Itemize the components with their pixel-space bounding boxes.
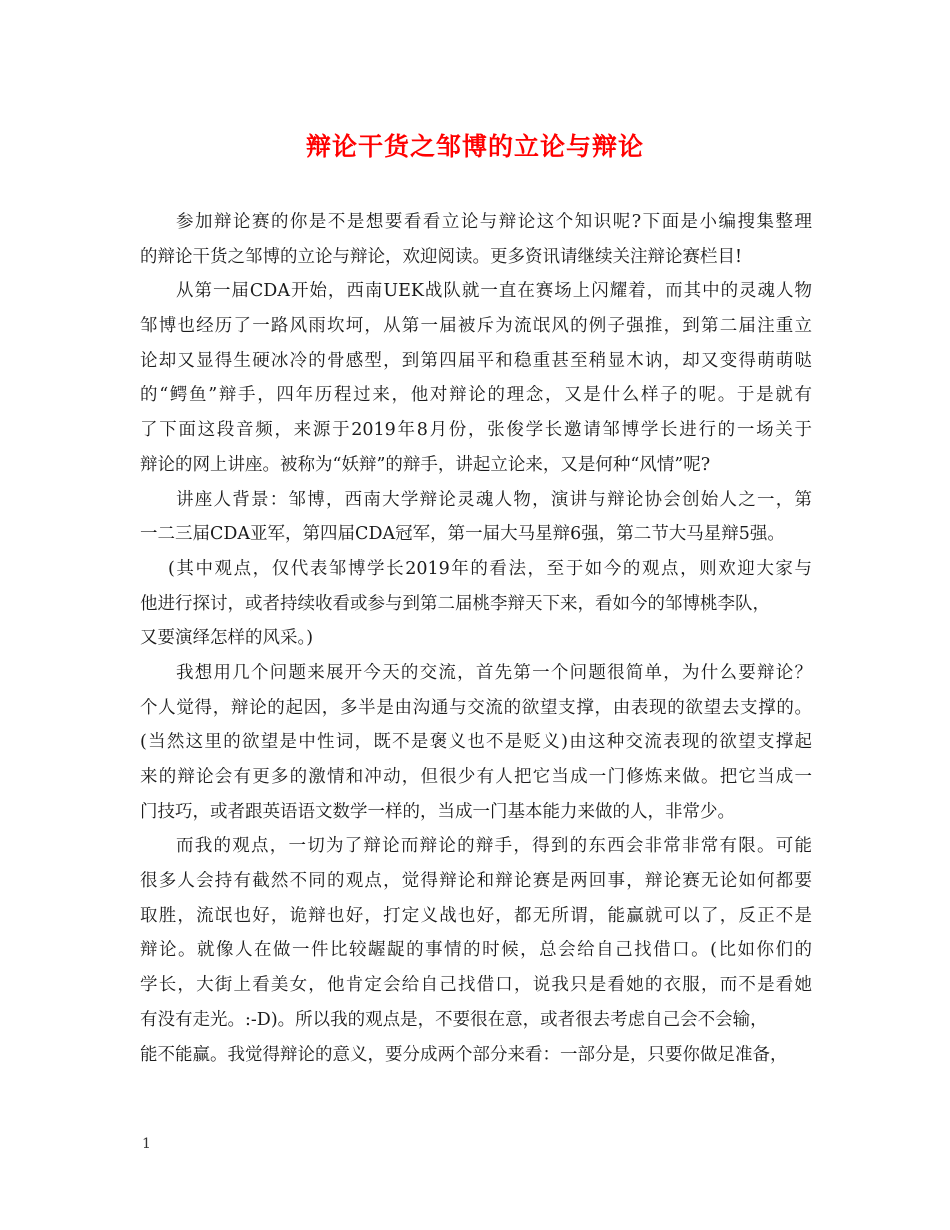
paragraph-line: 的“鳄鱼”辩手，四年历程过来，他对辩论的理念，又是什么样子的呢。于是就有 — [140, 385, 812, 406]
paragraph-line: 他进行探讨，或者持续收看或参与到第二届桃李辩天下来，看如今的邹博桃李队， — [140, 593, 770, 614]
paragraph-line: 参加辩论赛的你是不是想要看看立论与辩论这个知识呢?下面是小编搜集整理 — [176, 212, 812, 232]
paragraph-line: 而我的观点，一切为了辩论而辩论的辩手，得到的东西会非常非常有限。可能 — [176, 836, 812, 857]
paragraph-line: 讲座人背景：邹博，西南大学辩论灵魂人物，演讲与辩论协会创始人之一，第 — [176, 489, 812, 510]
paragraph-line: 的辩论干货之邹博的立论与辩论，欢迎阅读。更多资讯请继续关注辩论赛栏目! — [140, 246, 743, 267]
paragraph-line: 了下面这段音频，来源于2019年8月份，张俊学长邀请邹博学长进行的一场关于 — [140, 420, 812, 441]
paragraph-line: 能不能赢。我觉得辩论的意义，要分成两个部分来看：一部分是，只要你做足准备， — [140, 1044, 788, 1065]
paragraph-line: 从第一届CDA开始，西南UEK战队就一直在赛场上闪耀着，而其中的灵魂人物 — [176, 281, 812, 302]
paragraph-line: 我想用几个问题来展开今天的交流，首先第一个问题很简单，为什么要辩论？ — [176, 662, 812, 683]
paragraph-line: 邹博也经历了一路风雨坎坷，从第一届被斥为流氓风的例子强推，到第二届注重立 — [140, 316, 812, 337]
paragraph-line: 有没有走光。:-D)。所以我的观点是，不要很在意，或者很去考虑自己会不会输， — [140, 1009, 768, 1030]
paragraph-line: 辩论。就像人在做一件比较龌龊的事情的时候，总会给自己找借口。(比如你们的 — [140, 940, 812, 961]
paragraph-line: 来的辩论会有更多的激情和冲动，但很少有人把它当成一门修炼来做。把它当成一 — [140, 767, 812, 787]
paragraph-line: (其中观点，仅代表邹博学长2019年的看法，至于如今的观点，则欢迎大家与 — [168, 558, 812, 579]
paragraph-line: 一二三届CDA亚军，第四届CDA冠军，第一届大马星辩6强，第二节大马星辩5强。 — [140, 524, 785, 545]
page-number: 1 — [142, 1136, 151, 1152]
paragraph-line: 学长，大街上看美女，他肯定会给自己找借口，说我只是看她的衣服，而不是看她 — [140, 975, 812, 996]
paragraph-line: 取胜，流氓也好，诡辩也好，打定义战也好，都无所谓，能赢就可以了，反正不是 — [140, 905, 812, 926]
document-title: 辩论干货之邹博的立论与辩论 — [305, 132, 644, 161]
document-body — [140, 205, 812, 1072]
paragraph-line: 个人觉得，辩论的起因，多半是由沟通与交流的欲望支撑，由表现的欲望去支撑的。 — [140, 697, 812, 718]
paragraph-line: 又要演绎怎样的风采。) — [140, 628, 314, 649]
paragraph-line: 门技巧，或者跟英语语文数学一样的，当成一门基本能力来做的人，非常少。 — [140, 801, 735, 822]
paragraph-line: 论却又显得生硬冰冷的骨感型，到第四届平和稳重甚至稍显木讷，却又变得萌萌哒 — [140, 350, 812, 371]
paragraph-line: 很多人会持有截然不同的观点，觉得辩论和辩论赛是两回事，辩论赛无论如何都要 — [140, 871, 812, 892]
paragraph-line: 辩论的网上讲座。被称为“妖辩”的辩手，讲起立论来，又是何种“风情”呢? — [140, 454, 711, 475]
paragraph-line: (当然这里的欲望是中性词，既不是褒义也不是贬义)由这种交流表现的欲望支撑起 — [140, 732, 812, 753]
